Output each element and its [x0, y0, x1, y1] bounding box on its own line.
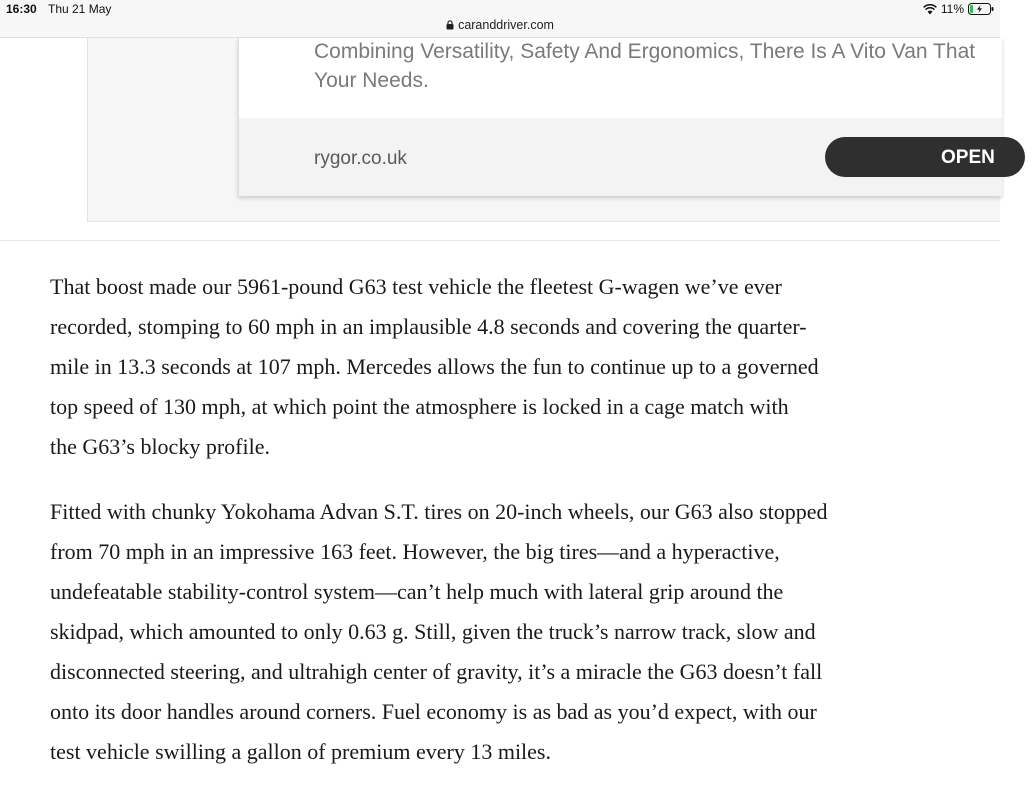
address-bar[interactable] — [0, 18, 1000, 32]
article-paragraph: Fitted with chunky Yokohama Advan S.T. tires on 20-inch wheels, our G63 also stopped from 70 mph in an impressive 163 feet. However, the big tires—and a hyperactive, undefeatable stability-control system—can’t help much with lateral grip around the skidpad, which amounted to only 0.63 g. Still, given the truck’s narrow track, slow and disconnected steering, and ultrahigh center of gravity, it’s a miracle the G63 doesn’t fall onto its door handles around corners. Fuel economy is as bad as you’d expect, with our test vehicle swilling a gallon of premium every 13 miles. — [50, 499, 828, 764]
article-paragraph: That boost made our 5961-pound G63 test vehicle the fleetest G-wagen we’ve ever recorded, stomping to 60 mph in an implausible 4.8 seconds and covering the quarter- mile in 13.3 seconds at 107 mph. Mercedes allows the fun to continue up to a governed top speed of 130 mph, at which point the atmosphere is locked in a cage match with the G63’s blocky profile. — [50, 274, 819, 459]
lock-icon — [446, 20, 454, 30]
ad-container — [87, 38, 1000, 222]
status-date: Thu 21 May — [48, 2, 112, 16]
ad-open-button[interactable]: OPEN — [825, 137, 1025, 177]
ad-description: Combining Versatility, Safety And Ergonomics, There Is A Vito Van That Your Needs. — [314, 40, 976, 92]
article-body — [50, 267, 950, 797]
ad-body — [239, 38, 1002, 118]
section-divider — [0, 240, 1000, 241]
wifi-icon — [923, 4, 937, 15]
battery-percent: 11% — [940, 2, 964, 16]
status-bar — [0, 0, 1000, 38]
status-time: 16:30 — [6, 2, 37, 16]
ad-card[interactable] — [238, 38, 1002, 196]
status-indicators — [923, 2, 994, 16]
ad-domain[interactable]: rygor.co.uk — [314, 148, 407, 169]
ad-footer — [239, 118, 1002, 196]
url-text: caranddriver.com — [458, 18, 554, 32]
battery-charging-icon — [968, 3, 994, 15]
